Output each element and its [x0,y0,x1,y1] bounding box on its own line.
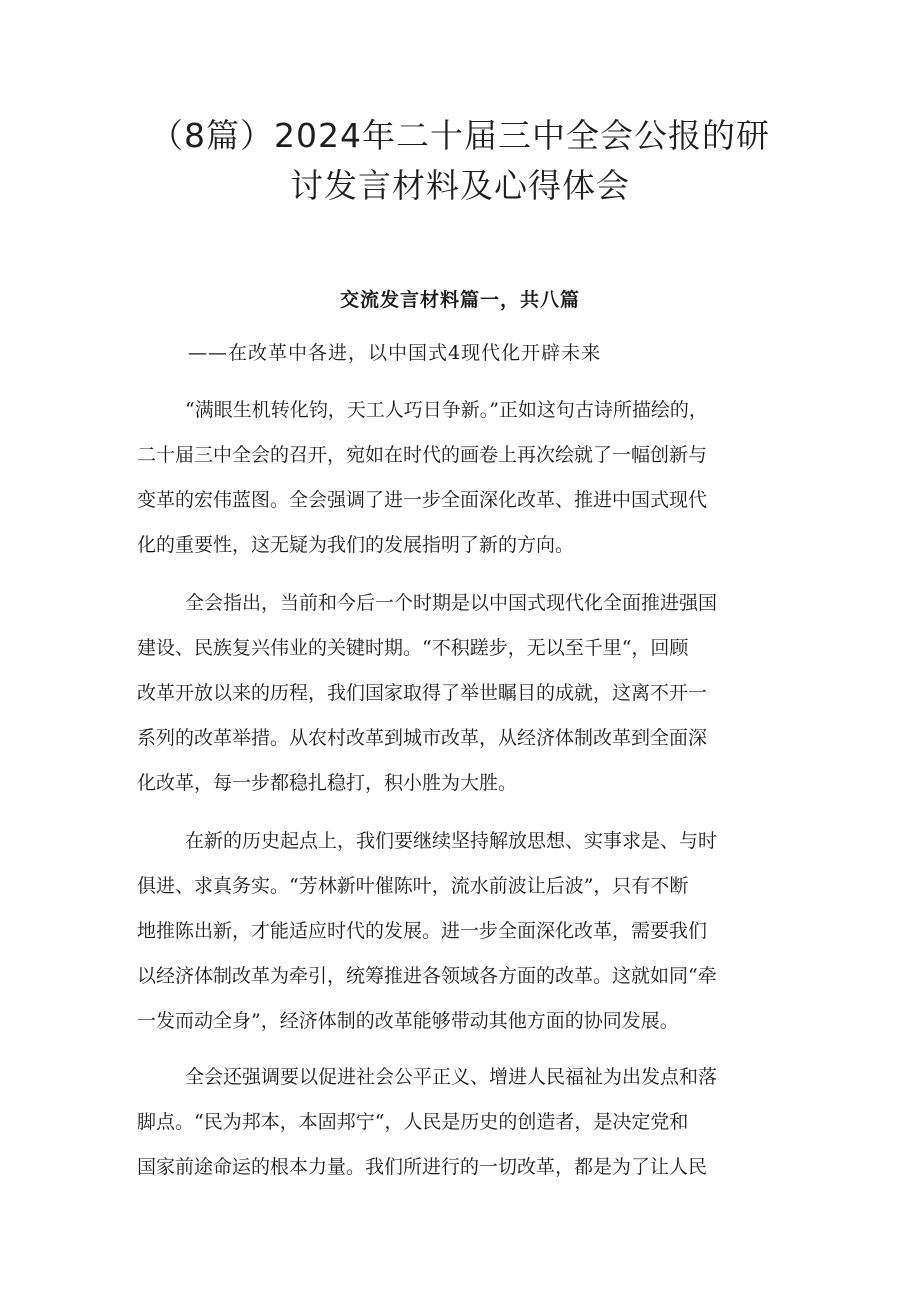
paragraph-2-line-1: 全会指出，当前和今后一个时期是以中国式现代化全面推进强国 [185,592,718,614]
paragraph-2-line-3: 改革开放以来的历程，我们国家取得了举世瞩目的成就，这离不开一 [137,682,708,704]
paragraph-4-line-2: 脚点。“民为邦本，本固邦宁“，人民是历史的创造者，是决定党和 [137,1111,689,1133]
paragraph-3-line-1: 在新的历史起点上，我们要继续坚持解放思想、实事求是、与时 [185,830,718,852]
paragraph-1-line-2: 二十届三中全会的召开，宛如在时代的画卷上再次绘就了一幅创新与 [137,444,708,466]
section-heading: 交流发言材料篇一，共八篇 [339,289,580,311]
paragraph-3-line-3: 地推陈出新，才能适应时代的发展。进一步全面深化改革，需要我们 [137,920,708,942]
paragraph-4-line-1: 全会还强调要以促进社会公平正义、增进人民福祉为出发点和落 [185,1066,718,1088]
document-title-line-2: 讨发言材料及心得体会 [290,166,630,205]
section-subtitle: ——在改革中各进，以中国式4现代化开辟未来 [188,342,602,364]
paragraph-1-line-4: 化的重要性，这无疑为我们的发展指明了新的方向。 [137,534,575,556]
paragraph-4-line-3: 国家前途命运的根本力量。我们所进行的一切改革，都是为了让人民 [137,1156,708,1178]
paragraph-1-line-3: 变革的宏伟蓝图。全会强调了进一步全面深化改革、推进中国式现代 [137,489,708,511]
paragraph-1-line-1: “满眼生机转化钧，天工人巧日争新。”正如这句古诗所描绘的， [185,399,708,421]
paragraph-2-line-5: 化改革，每一步都稳扎稳打，积小胜为大胜。 [137,772,518,794]
paragraph-3-line-2: 俱进、求真务实。“芳林新叶催陈叶，流水前波让后波”，只有不断 [137,875,689,897]
paragraph-2-line-2: 建设、民族复兴伟业的关键时期。“不积蹉步，无以至千里“，回顾 [137,637,689,659]
paragraph-3-line-5: 一发而动全身”，经济体制的改革能够带动其他方面的协同发展。 [137,1010,679,1032]
document-title-line-1: （8篇）2024年二十届三中全会公报的研 [150,116,770,155]
paragraph-2-line-4: 系列的改革举措。从农村改革到城市改革，从经济体制改革到全面深 [137,727,708,749]
paragraph-3-line-4: 以经济体制改革为牵引，统筹推进各领域各方面的改革。这就如同“牵 [137,965,717,987]
